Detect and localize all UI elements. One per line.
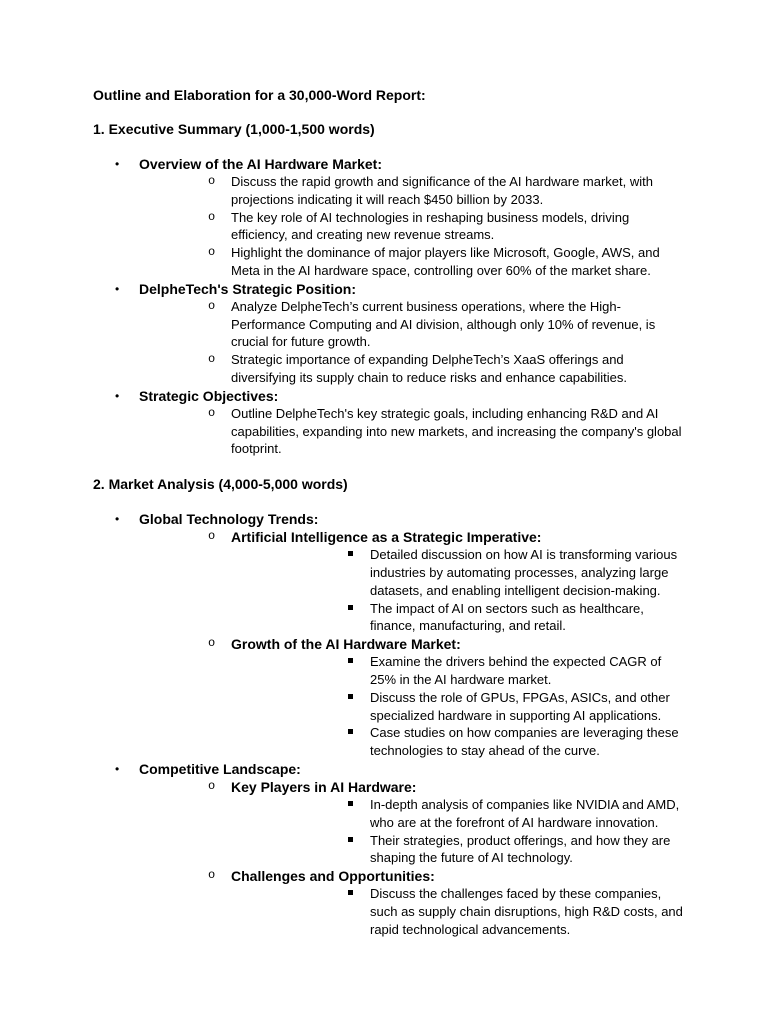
square-bullet-marker — [348, 801, 353, 806]
sub-bullet-marker: o — [208, 174, 216, 188]
sub-sub-list — [231, 653, 683, 760]
list-item — [231, 689, 683, 725]
list-item — [231, 832, 683, 868]
list-item-text: The key role of AI technologies in reshaping business models, driving efficiency, and creating new revenue streams. — [231, 209, 630, 243]
list-item — [231, 653, 683, 689]
section-heading: 1. Executive Summary (1,000-1,500 words) — [93, 121, 375, 137]
list-item-text: Highlight the dominance of major players like Microsoft, Google, AWS, and Meta in the AI hardware space, controlling over 60% of the market share. — [231, 245, 660, 278]
sub-list — [139, 528, 683, 760]
sub-list — [139, 298, 683, 387]
list-item-text: The impact of AI on sectors such as healthcare, finance, manufacturing, and retail. — [370, 600, 644, 634]
square-bullet-marker — [348, 551, 353, 556]
list-item — [139, 298, 683, 351]
list-item — [139, 173, 683, 209]
list-item — [93, 280, 683, 387]
sub-sub-list — [231, 796, 683, 867]
list-item — [231, 600, 683, 636]
list-item — [231, 885, 683, 938]
square-bullet-marker — [348, 890, 353, 895]
list-item-label: Global Technology Trends: — [139, 511, 319, 528]
list-item — [231, 724, 683, 760]
list-item-label: DelpheTech's Strategic Position: — [139, 280, 356, 297]
list-item-text: Examine the drivers behind the expected CAGR of 25% in the AI hardware market. — [370, 654, 662, 687]
list-item — [231, 796, 683, 832]
list-item — [139, 528, 683, 635]
list-item-text: Discuss the challenges faced by these companies, such as supply chain disruptions, high R&D costs, and rapid technological advancements. — [370, 886, 683, 937]
bullet-marker: • — [115, 388, 120, 403]
sub-bullet-marker: o — [208, 352, 216, 367]
list-item-label: Overview of the AI Hardware Market: — [139, 156, 383, 172]
list-item — [139, 635, 683, 760]
list-item-subheading: Growth of the AI Hardware Market: — [231, 636, 461, 653]
list-item — [139, 778, 683, 867]
list-item-text: In-depth analysis of companies like NVIDIA and AMD, who are at the forefront of AI hardware innovation. — [370, 796, 680, 830]
document-body — [93, 86, 683, 939]
sub-bullet-marker: o — [208, 636, 216, 651]
sub-bullet-marker: o — [208, 209, 216, 224]
list-item-label: Competitive Landscape: — [139, 760, 301, 777]
list-item-subheading: Challenges and Opportunities: — [231, 868, 435, 885]
sub-sub-list — [231, 885, 683, 938]
list-item — [93, 510, 683, 760]
list-item-subheading: Artificial Intelligence as a Strategic Imperative: — [231, 529, 542, 546]
list-item-text: Analyze DelpheTech’s current business operations, where the High-Performance Computing and AI division, although only 10% of revenue, is crucial for future growth. — [231, 298, 656, 350]
list-item — [93, 387, 683, 458]
section-heading: 2. Market Analysis (4,000-5,000 words) — [93, 476, 348, 493]
list-item — [139, 351, 683, 387]
bullet-marker: • — [115, 512, 120, 527]
square-bullet-marker — [348, 605, 353, 610]
list-item-text: Detailed discussion on how AI is transforming various industries by automating processes, analyzing large datasets, and enabling intelligent decision-making. — [370, 547, 678, 598]
list-item-text: Outline DelpheTech's key strategic goals, including enhancing R&D and AI capabilities, expanding into new markets, and increasing the company's global footprint. — [231, 405, 682, 457]
sub-list — [139, 778, 683, 939]
sub-bullet-marker: o — [208, 529, 216, 544]
square-bullet-marker — [348, 837, 353, 842]
list-item-text: Discuss the role of GPUs, FPGAs, ASICs, and other specialized hardware in supporting AI applications. — [370, 689, 670, 723]
list-item-text: Strategic importance of expanding DelpheTech’s XaaS offerings and diversifying its supply chain to reduce risks and enhance capabilities. — [231, 352, 627, 385]
list-item — [139, 867, 683, 938]
bullet-list — [93, 510, 683, 938]
sub-list — [139, 173, 683, 280]
sub-list — [139, 405, 683, 458]
list-item-text: Discuss the rapid growth and significance of the AI hardware market, with projections indicating it will reach $450 billion by 2033. — [231, 174, 653, 207]
sub-bullet-marker: o — [208, 778, 216, 793]
square-bullet-marker — [348, 658, 353, 663]
list-item-label: Strategic Objectives: — [139, 387, 279, 404]
bullet-marker: • — [115, 281, 120, 296]
list-item — [139, 244, 683, 280]
square-bullet-marker — [348, 694, 353, 699]
bullet-marker: • — [115, 157, 120, 171]
sub-bullet-marker: o — [208, 245, 216, 260]
sub-sub-list — [231, 546, 683, 635]
list-item-subheading: Key Players in AI Hardware: — [231, 778, 417, 795]
list-item — [93, 155, 683, 280]
list-item — [139, 209, 683, 245]
list-item — [139, 405, 683, 458]
sub-bullet-marker: o — [208, 298, 216, 313]
list-item — [93, 760, 683, 939]
square-bullet-marker — [348, 729, 353, 734]
list-item — [231, 546, 683, 599]
list-item-text: Their strategies, product offerings, and how they are shaping the future of AI technology. — [370, 832, 671, 866]
sub-bullet-marker: o — [208, 405, 216, 420]
sub-bullet-marker: o — [208, 868, 216, 883]
list-item-text: Case studies on how companies are leveraging these technologies to stay ahead of the curve. — [370, 725, 679, 759]
section-spacer — [93, 458, 683, 475]
document-title: Outline and Elaboration for a 30,000-Word Report: — [93, 87, 426, 103]
bullet-list — [93, 155, 683, 458]
bullet-marker: • — [115, 761, 120, 776]
